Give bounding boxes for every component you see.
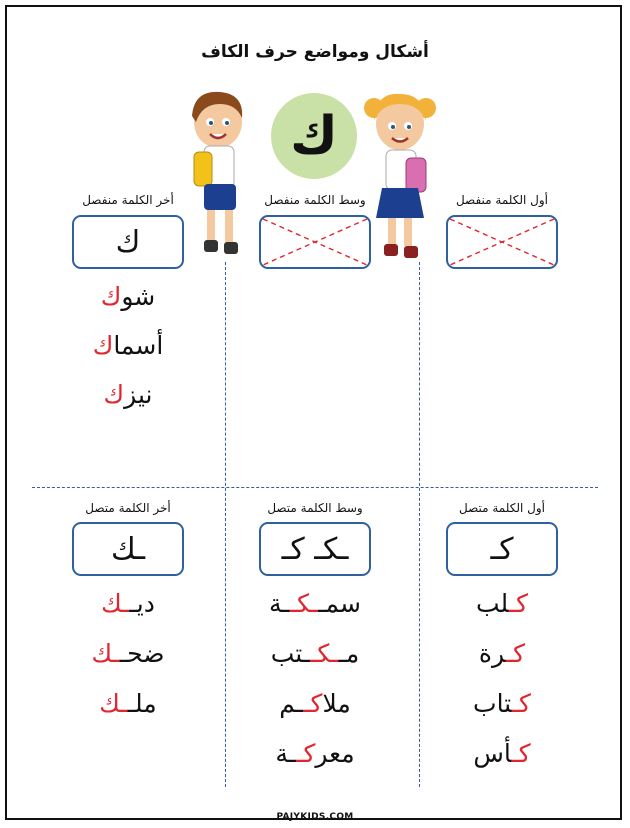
box-top-middle-crossed — [259, 215, 371, 269]
box-bottom-left — [72, 522, 184, 576]
box-bottom-middle-text: ـكـ كـ — [281, 531, 349, 567]
word-bottom-middle-4: معركــة — [275, 739, 355, 768]
word-top-left-2: أسماك — [92, 331, 164, 360]
box-bottom-right-text: كـ — [490, 531, 514, 567]
caption-top-left: أخر الكلمة منفصل — [82, 193, 174, 207]
footer-site-name: PAJYKIDS.COM — [276, 812, 354, 822]
center-letter: ك — [290, 106, 338, 166]
word-bottom-right-3: كـتاب — [473, 689, 531, 718]
box-top-left — [72, 215, 184, 269]
caption-top-right: أول الكلمة منفصل — [455, 193, 549, 207]
caption-bottom-left: أخر الكلمة متصل — [85, 501, 171, 515]
cross-mark-icon — [261, 217, 369, 267]
girl-illustration — [364, 84, 436, 262]
caption-bottom-right: أول الكلمة متصل — [459, 501, 545, 515]
word-bottom-middle-1: سمــكــة — [269, 589, 361, 618]
word-top-left-1: شوك — [100, 282, 156, 311]
caption-top-middle: وسط الكلمة منفصل — [264, 193, 366, 207]
center-letter-circle — [271, 93, 357, 179]
divider-horizontal — [32, 487, 598, 488]
cross-mark-icon — [448, 217, 556, 267]
word-bottom-left-3: ملــك — [99, 689, 157, 718]
box-top-right-crossed — [446, 215, 558, 269]
word-bottom-middle-3: ملاكــم — [279, 689, 351, 718]
word-bottom-right-4: كـأس — [473, 739, 531, 768]
word-top-left-3: نيزك — [103, 380, 153, 409]
word-bottom-middle-2: مــكــتب — [270, 639, 360, 668]
word-bottom-left-1: ديــك — [101, 589, 155, 618]
word-bottom-left-2: ضحــك — [91, 639, 165, 668]
page-title: أشكال ومواضع حرف الكاف — [201, 42, 429, 62]
caption-bottom-middle: وسط الكلمة متصل — [267, 501, 363, 515]
box-bottom-left-text: ـك — [110, 531, 146, 567]
box-bottom-right — [446, 522, 558, 576]
box-top-left-text: ك — [115, 224, 141, 260]
boy-illustration — [180, 82, 250, 260]
word-bottom-right-2: كـرة — [478, 639, 526, 668]
word-bottom-right-1: كـلب — [475, 589, 529, 618]
box-bottom-middle — [259, 522, 371, 576]
